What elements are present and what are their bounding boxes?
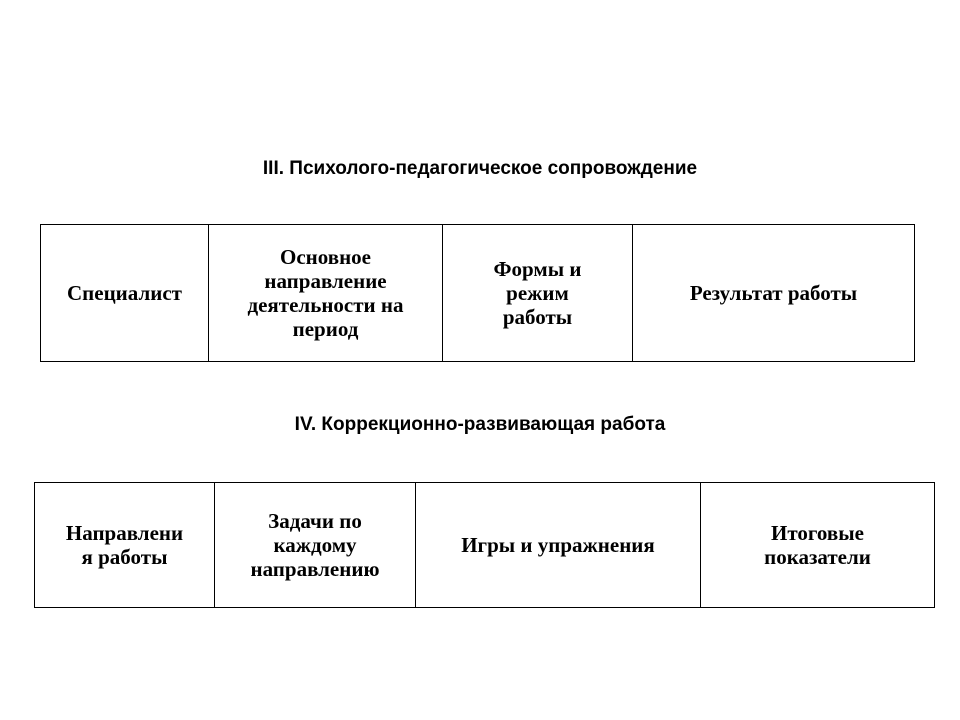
section-3-title: III. Психолого-педагогическое сопровождение (262, 158, 698, 179)
header-cell-work-directions: Направлени я работы (35, 483, 215, 608)
table-header-row (35, 483, 935, 608)
section-4-title: IV. Коррекционно-развивающая работа (294, 414, 666, 435)
header-cell-games-exercises: Игры и упражнения (416, 483, 701, 608)
header-cell-forms-mode: Формы и режим работы (443, 225, 633, 362)
correction-work-table (34, 482, 935, 608)
header-cell-final-indicators: Итоговые показатели (701, 483, 935, 608)
header-cell-specialist: Специалист (41, 225, 209, 362)
header-cell-tasks: Задачи по каждому направлению (215, 483, 416, 608)
header-cell-main-direction: Основное направление деятельности на период (209, 225, 443, 362)
table-header-row (41, 225, 915, 362)
header-cell-work-result: Результат работы (633, 225, 915, 362)
psych-support-table (40, 224, 915, 362)
